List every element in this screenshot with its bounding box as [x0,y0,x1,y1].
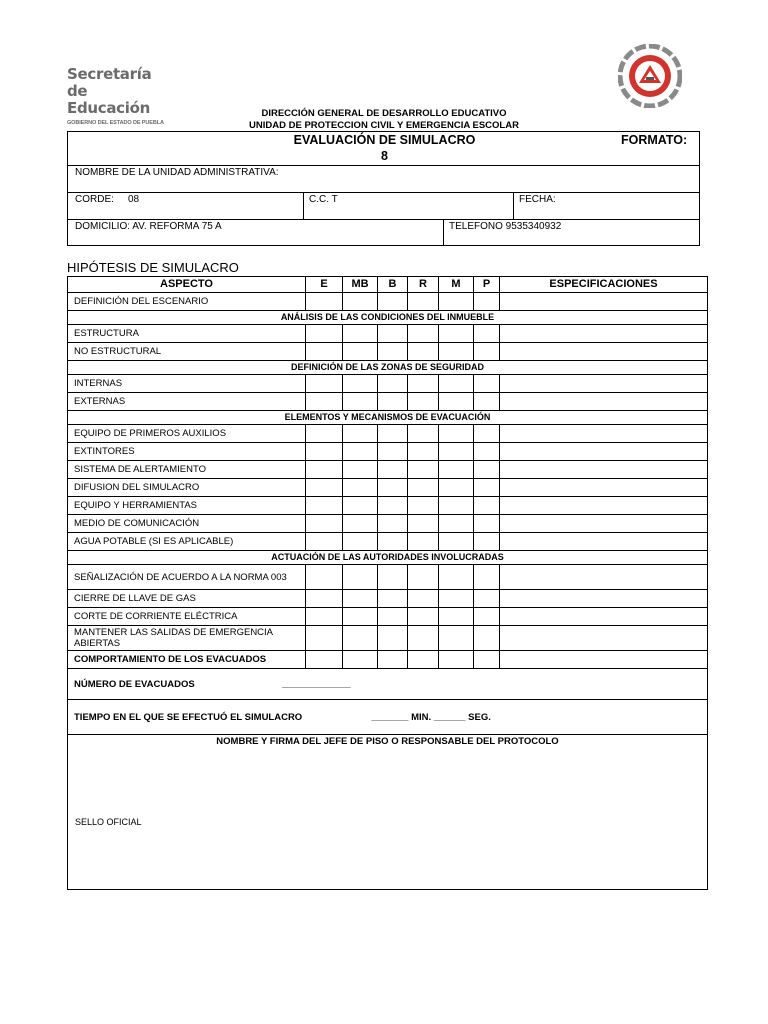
score-cell[interactable] [439,443,474,461]
col-mb: MB [343,277,378,293]
score-cell[interactable] [378,425,408,443]
score-cell[interactable] [474,293,500,311]
score-cell[interactable] [408,293,439,311]
score-cell[interactable] [343,425,378,443]
score-cell[interactable] [378,375,408,393]
cct-label: C.C. T [309,194,338,205]
score-cell[interactable] [306,461,343,479]
row-label: AGUA POTABLE (SI ES APLICABLE) [68,533,306,551]
table-row [68,393,708,411]
logo-line-1: Secretaría [67,65,152,83]
score-cell[interactable] [408,325,439,343]
header-line-2: UNIDAD DE PROTECCION CIVIL Y EMERGENCIA ESCOLAR [249,120,519,131]
score-cell[interactable] [474,608,500,626]
domicilio-text: DOMICILIO: AV. REFORMA 75 A [75,221,222,232]
score-cell[interactable] [474,425,500,443]
score-cell[interactable] [306,590,343,608]
score-cell[interactable] [306,425,343,443]
table-header-row [68,277,708,293]
score-cell[interactable] [378,443,408,461]
score-cell[interactable] [306,651,343,669]
tiempo-row [68,700,708,735]
score-cell[interactable] [306,515,343,533]
form-number: 8 [381,149,388,163]
table-row [68,325,708,343]
score-cell[interactable] [474,375,500,393]
firma-label: NOMBRE Y FIRMA DEL JEFE DE PISO O RESPONSABLE DEL PROTOCOLO [216,736,559,747]
col-r: R [408,277,439,293]
score-cell[interactable] [408,565,439,590]
col-especificaciones: ESPECIFICACIONES [500,277,708,293]
section-analisis: ANÁLISIS DE LAS CONDICIONES DEL INMUEBLE [68,311,708,325]
score-cell[interactable] [474,393,500,411]
spec-cell[interactable] [500,651,708,669]
table-row [68,343,708,361]
score-cell[interactable] [439,497,474,515]
score-cell[interactable] [408,461,439,479]
tiempo-cell[interactable] [68,700,708,735]
score-cell[interactable] [439,479,474,497]
score-cell[interactable] [378,393,408,411]
score-cell[interactable] [474,343,500,361]
section-zonas: DEFINICIÓN DE LAS ZONAS DE SEGURIDAD [68,361,708,375]
score-cell[interactable] [306,565,343,590]
numero-label: NÚMERO DE EVACUADOS [74,678,195,690]
proteccion-civil-seal-icon [618,44,682,108]
spec-cell[interactable] [500,325,708,343]
corde-value: 08 [128,194,140,205]
score-cell[interactable] [378,343,408,361]
score-cell[interactable] [343,393,378,411]
score-cell[interactable] [439,626,474,651]
logo-line-2: de Educación [67,82,150,117]
table-row [68,590,708,608]
row-label: NO ESTRUCTURAL [68,343,306,361]
score-cell[interactable] [378,533,408,551]
score-cell[interactable] [343,461,378,479]
score-cell[interactable] [408,626,439,651]
numero-row [68,669,708,700]
spec-cell[interactable] [500,393,708,411]
tiempo-min-blank: _______ [371,711,409,723]
score-cell[interactable] [408,497,439,515]
col-m: M [439,277,474,293]
divider [513,192,514,219]
evaluation-table [67,276,708,890]
row-label: EQUIPO DE PRIMEROS AUXILIOS [68,425,306,443]
score-cell[interactable] [439,375,474,393]
col-aspecto: ASPECTO [68,277,306,293]
score-cell[interactable] [474,515,500,533]
table-row [68,293,708,311]
row-label: ESTRUCTURA [68,325,306,343]
score-cell[interactable] [408,608,439,626]
score-cell[interactable] [306,375,343,393]
row-label: DEFINICIÓN DEL ESCENARIO [68,293,306,311]
row-label: SEÑALIZACIÓN DE ACUERDO A LA NORMA 003 [68,565,306,590]
spec-cell[interactable] [500,608,708,626]
score-cell[interactable] [306,443,343,461]
firma-cell[interactable] [68,735,708,890]
score-cell[interactable] [378,479,408,497]
score-cell[interactable] [439,461,474,479]
score-cell[interactable] [408,375,439,393]
score-cell[interactable] [306,479,343,497]
spec-cell[interactable] [500,343,708,361]
score-cell[interactable] [439,590,474,608]
telefono-text: TELEFONO 9535340932 [449,221,562,232]
firma-row [68,735,708,890]
score-cell[interactable] [378,651,408,669]
corde-label: CORDE: [75,194,114,205]
table-row [68,461,708,479]
table-row [68,515,708,533]
info-box [67,131,700,246]
divider [303,192,304,219]
score-cell[interactable] [343,590,378,608]
logo-line-3: GOBIERNO DEL ESTADO DE PUEBLA [67,120,164,126]
score-cell[interactable] [439,515,474,533]
section-row [68,361,708,375]
score-cell[interactable] [306,626,343,651]
score-cell[interactable] [343,343,378,361]
score-cell[interactable] [306,533,343,551]
score-cell[interactable] [378,325,408,343]
score-cell[interactable] [439,293,474,311]
score-cell[interactable] [474,461,500,479]
table-row [68,651,708,669]
score-cell[interactable] [343,293,378,311]
score-cell[interactable] [343,651,378,669]
score-cell[interactable] [343,325,378,343]
score-cell[interactable] [439,325,474,343]
score-cell[interactable] [306,497,343,515]
table-row [68,425,708,443]
spec-cell[interactable] [500,443,708,461]
score-cell[interactable] [343,565,378,590]
fecha-label: FECHA: [519,194,556,205]
row-label: MANTENER LAS SALIDAS DE EMERGENCIA ABIERTAS [68,626,306,651]
col-b: B [378,277,408,293]
divider [68,219,699,220]
section-row [68,551,708,565]
score-cell[interactable] [343,533,378,551]
score-cell[interactable] [439,393,474,411]
sello-label: SELLO OFICIAL [75,817,142,827]
formato-label: FORMATO: [621,133,688,147]
score-cell[interactable] [439,425,474,443]
table-row [68,533,708,551]
score-cell[interactable] [378,608,408,626]
score-cell[interactable] [408,343,439,361]
score-cell[interactable] [378,293,408,311]
spec-cell[interactable] [500,515,708,533]
row-label: CORTE DE CORRIENTE ELÉCTRICA [68,608,306,626]
score-cell[interactable] [306,325,343,343]
spec-cell[interactable] [500,565,708,590]
unidad-label: NOMBRE DE LA UNIDAD ADMINISTRATIVA: [75,167,279,178]
score-cell[interactable] [439,565,474,590]
numero-evacuados-cell[interactable] [68,669,708,700]
score-cell[interactable] [343,626,378,651]
col-e: E [306,277,343,293]
score-cell[interactable] [306,393,343,411]
row-label: EQUIPO Y HERRAMIENTAS [68,497,306,515]
score-cell[interactable] [474,590,500,608]
tiempo-seg-label: SEG. [468,711,491,723]
tiempo-min-label: MIN. [411,711,432,723]
score-cell[interactable] [378,461,408,479]
score-cell[interactable] [306,343,343,361]
score-cell[interactable] [408,590,439,608]
score-cell[interactable] [474,325,500,343]
row-label: DIFUSION DEL SIMULACRO [68,479,306,497]
numero-blank: _____________ [281,678,351,690]
form-title: EVALUACIÓN DE SIMULACRO [293,133,476,147]
score-cell[interactable] [343,497,378,515]
row-label: INTERNAS [68,375,306,393]
spec-cell[interactable] [500,375,708,393]
spec-cell[interactable] [500,497,708,515]
spec-cell[interactable] [500,425,708,443]
score-cell[interactable] [306,293,343,311]
table-row [68,443,708,461]
divider [443,219,444,246]
spec-cell[interactable] [500,479,708,497]
score-cell[interactable] [343,479,378,497]
spec-cell[interactable] [500,293,708,311]
score-cell[interactable] [343,375,378,393]
score-cell[interactable] [474,565,500,590]
table-row [68,375,708,393]
score-cell[interactable] [408,479,439,497]
score-cell[interactable] [343,608,378,626]
score-cell[interactable] [408,515,439,533]
col-p: P [474,277,500,293]
score-cell[interactable] [408,651,439,669]
section-elementos: ELEMENTOS Y MECANISMOS DE EVACUACIÓN [68,411,708,425]
row-label: COMPORTAMIENTO DE LOS EVACUADOS [68,651,306,669]
score-cell[interactable] [343,443,378,461]
score-cell[interactable] [378,515,408,533]
spec-cell[interactable] [500,626,708,651]
score-cell[interactable] [408,443,439,461]
row-label: CIERRE DE LLAVE DE GAS [68,590,306,608]
spec-cell[interactable] [500,461,708,479]
section-actuacion: ACTUACIÓN DE LAS AUTORIDADES INVOLUCRADAS [68,551,708,565]
score-cell[interactable] [378,565,408,590]
score-cell[interactable] [474,497,500,515]
score-cell[interactable] [439,343,474,361]
row-label: EXTERNAS [68,393,306,411]
header-line-1: DIRECCIÓN GENERAL DE DESARROLLO EDUCATIVO [261,108,507,119]
divider [68,165,699,166]
score-cell[interactable] [408,425,439,443]
score-cell[interactable] [378,626,408,651]
score-cell[interactable] [306,608,343,626]
score-cell[interactable] [474,443,500,461]
score-cell[interactable] [474,479,500,497]
divider [68,192,699,193]
section-row [68,411,708,425]
score-cell[interactable] [378,590,408,608]
tiempo-seg-blank: ______ [433,711,466,723]
row-label: EXTINTORES [68,443,306,461]
score-cell[interactable] [439,608,474,626]
table-row [68,565,708,590]
section-title: HIPÓTESIS DE SIMULACRO [67,260,239,275]
score-cell[interactable] [343,515,378,533]
score-cell[interactable] [408,533,439,551]
row-label: MEDIO DE COMUNICACIÓN [68,515,306,533]
score-cell[interactable] [474,626,500,651]
score-cell[interactable] [439,651,474,669]
score-cell[interactable] [378,497,408,515]
score-cell[interactable] [474,533,500,551]
tiempo-label: TIEMPO EN EL QUE SE EFECTUÓ EL SIMULACRO [74,711,303,723]
table-row [68,626,708,651]
row-label: SISTEMA DE ALERTAMIENTO [68,461,306,479]
score-cell[interactable] [474,651,500,669]
table-row [68,608,708,626]
spec-cell[interactable] [500,533,708,551]
table-row [68,497,708,515]
score-cell[interactable] [439,533,474,551]
spec-cell[interactable] [500,590,708,608]
score-cell[interactable] [408,393,439,411]
table-row [68,479,708,497]
section-row [68,311,708,325]
